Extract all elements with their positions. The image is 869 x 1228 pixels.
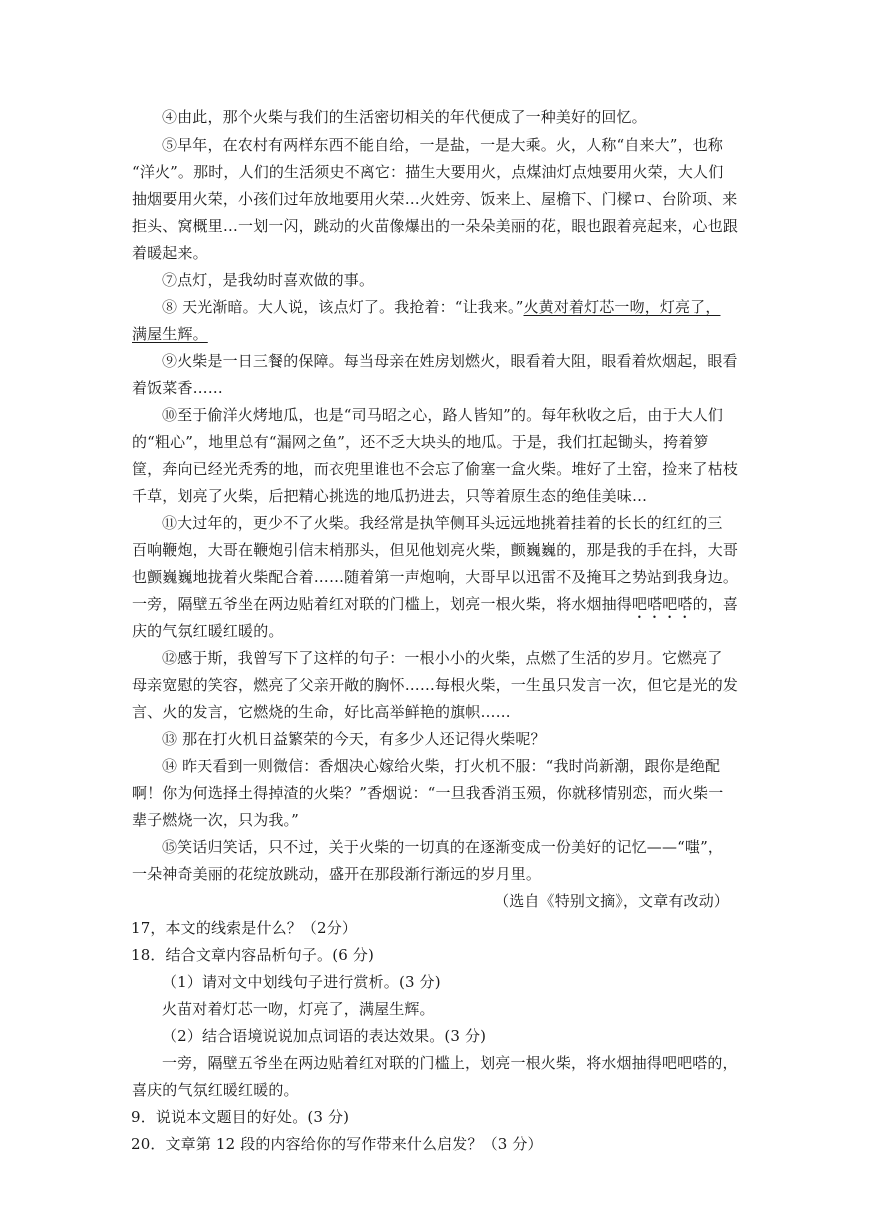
- paragraph-5-line-5: 着暖起来。: [132, 244, 208, 262]
- paragraph-15-line-2: 一朵神奇美丽的花绽放跳动，盛开在那段渐行渐远的岁月里。: [132, 865, 542, 883]
- paragraph-5-line-2: “洋火”。那时，人们的生活须史不离它：描生大要用火，点煤油灯点烛要用火荣，大人们: [132, 163, 724, 181]
- paragraph-7: ⑦点灯，是我幼时喜欢做的事。: [162, 271, 375, 289]
- paragraph-11-line-5: 庆的气氛红暖红暖的。: [132, 622, 284, 640]
- paragraph-12-line-2: 母亲宽慰的笑容，燃亮了父亲开敞的胸怀……每根火柴，一生虽只发言一次，但它是光的发: [132, 676, 739, 694]
- paragraph-5-line-4: 拒头、窝概里…一划一闪，跳动的火苗像爆出的一朵朵美丽的花，眼也跟着亮起来，心也跟: [132, 217, 739, 235]
- paragraph-9-line-2: 着饭菜香……: [132, 379, 223, 397]
- paragraph-12-line-1: ⑫感于斯，我曾写下了这样的句子：一根小小的火柴，点燃了生活的岁月。它燃亮了: [162, 649, 723, 667]
- paragraph-4: ④由此，那个火柴与我们的生活密切相关的年代便成了一种美好的回忆。: [162, 108, 647, 126]
- paragraph-8-line-2: 满屋生辉。: [132, 325, 208, 343]
- question-20: 20．文章第 12 段的内容给你的写作带来什么启发？（3 分）: [131, 1135, 543, 1153]
- paragraph-14-line-3: 辈子燃烧一次，只为我。”: [132, 811, 299, 829]
- paragraph-5-line-3: 抽烟要用火荣，小孩们过年放地要用火荣…火姓旁、饭来上、屋檐下、门樑ロ、台阶项、来: [132, 190, 738, 208]
- paragraph-11-line-3: 也颤巍巍地拢着火柴配合着……随着第一声炮响，大哥早以迅雷不及掩耳之势站到我身边。: [132, 568, 739, 586]
- question-18-2-sentence-line-2: 喜庆的气氛红暖红暖的。: [132, 1081, 299, 1099]
- paragraph-10-line-2: 的“粗心”，地里总有“漏网之鱼”，还不乏大块头的地瓜。于是，我们扛起锄头，挎着箩: [132, 433, 709, 451]
- paragraph-10-line-4: 千草，划亮了火柴，后把精心挑选的地瓜扔进去，只等着原生态的绝佳美味…: [132, 487, 648, 505]
- paragraph-11-text-c: 的，喜: [692, 595, 739, 613]
- paragraph-10-line-1: ⑩至于偷洋火烤地瓜，也是“司马昭之心，路人皆知”的。每年秋收之后，由于大人们: [162, 406, 724, 424]
- paragraph-15-line-1: ⑮笑话归笑话，只不过，关于火柴的一切真的在逐渐变成一份美好的记忆——“嗤”，: [162, 838, 724, 856]
- paragraph-11-line-4: [132, 595, 738, 622]
- paragraph-10-line-3: 筐，奔向已经光秃秀的地，而衣兜里谁也不会忘了偷塞一盒火柴。堆好了土窑，捡来了枯枝: [132, 460, 739, 478]
- question-18-1-sentence: 火苗对着灯芯一吻，灯亮了，满屋生辉。: [162, 1000, 435, 1018]
- question-18-2-sentence-line-1: 一旁，隔壁五爷坐在两边贴着红对联的门槛上，划亮一根火柴，将水烟抽得吧吧嗒的，: [162, 1054, 738, 1072]
- paragraph-8-text: ⑧ 天光渐暗。大人说，该点灯了。我抢着：“让我来。”: [162, 298, 524, 316]
- paragraph-11-text-a: 一旁，隔壁五爷坐在两边贴着红对联的门槛上，划亮一根火柴，将水烟抽得: [132, 595, 632, 613]
- question-18-2: （2）结合语境说说加点词语的表达效果。(3 分): [162, 1027, 487, 1045]
- question-18-1: （1）请对文中划线句子进行赏析。(3 分): [162, 973, 441, 991]
- paragraph-5-line-1: ⑤早年，在农村有两样东西不能自给，一是盐，一是大乘。火，人称“自来大”，也称: [162, 136, 724, 154]
- source-note: （选自《特别文摘》，文章有改动）: [494, 892, 729, 910]
- question-17: 17，本文的线索是什么？（2分）: [131, 919, 358, 937]
- paragraph-8-line-1: [162, 298, 720, 316]
- underlined-sentence: 火黄对着灯芯一吻，灯亮了，: [523, 298, 721, 316]
- paragraph-14-line-1: ⑭ 昨天看到一则微信：香烟决心嫁给火柴，打火机不服：“我时尚新潮，跟你是绝配: [162, 757, 721, 775]
- paragraph-12-line-3: 言、火的发言，它燃烧的生命，好比高举鲜艳的旗帜……: [132, 703, 511, 721]
- paragraph-11-line-1: ⑪大过年的，更少不了火柴。我经常是执竿侧耳头远远地挑着挂着的长长的红红的三: [162, 514, 723, 532]
- paragraph-13: ⑬ 那在打火机日益繁荣的今天，有多少人还记得火柴呢？: [162, 730, 546, 748]
- paragraph-9-line-1: ⑨火柴是一日三餐的保障。每当母亲在姓房划燃火，眼看着大阻，眼看着炊烟起，眼看: [162, 352, 738, 370]
- question-18: 18．结合文章内容品析句子。(6 分): [131, 946, 374, 964]
- question-19: 9．说说本文题目的好处。(3 分): [131, 1108, 350, 1126]
- paragraph-14-line-2: 啊！你为何选择土得掉渣的火柴？”香烟说：“一旦我香消玉殒，你就移情别恋，而火柴一: [132, 784, 724, 802]
- dotted-word: 吧嗒吧嗒: [631, 595, 693, 613]
- paragraph-11-line-2: 百响鞭炮，大哥在鞭炮引信末梢那头，但见他划亮火柴，颤巍巍的，那是我的手在抖，大哥: [132, 541, 739, 559]
